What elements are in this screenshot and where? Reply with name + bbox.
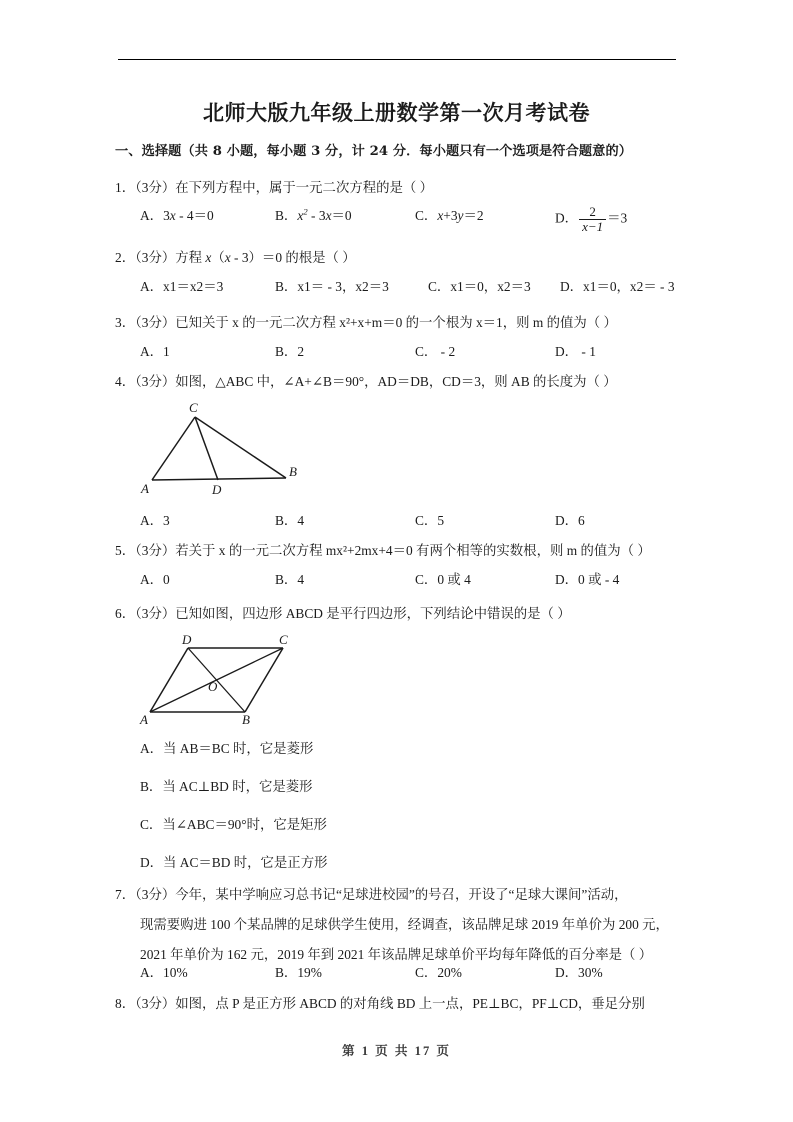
question-3-options [140, 341, 700, 361]
parallelogram-vertex-label-d: D [182, 634, 192, 647]
option-5-d[interactable]: D．0 或 - 4 [555, 572, 620, 587]
parallelogram-vertex-label-c: C [279, 634, 288, 647]
option-3-c[interactable]: C． - 2 [415, 344, 456, 359]
option-4-a[interactable]: A．3 [140, 513, 170, 528]
option-5-a[interactable]: A．0 [140, 572, 170, 587]
option-7-a[interactable]: A．10% [140, 965, 188, 980]
option-6-a[interactable]: A．当 AB＝BC 时，它是菱形 [140, 741, 314, 756]
option-5-c[interactable]: C．0 或 4 [415, 572, 471, 587]
option-4-b[interactable]: B．4 [275, 513, 305, 528]
triangle-figure-q4 [138, 398, 308, 498]
question-2-options [140, 276, 700, 296]
triangle-vertex-label-d: D [212, 482, 222, 497]
option-7-d[interactable]: D．30% [555, 965, 603, 980]
question-5-stem: 5．（3分）若关于 x 的一元二次方程 mx²+2mx+4＝0 有两个相等的实数根，则 m 的值为（ ） [115, 543, 651, 558]
header-rule [118, 59, 676, 60]
question-1-options [140, 204, 700, 235]
option-1-a[interactable]: A．3x - 4＝0 [140, 208, 214, 223]
question-5-options [140, 569, 700, 589]
question-1-stem: 1．（3分）在下列方程中，属于一元二次方程的是（ ） [115, 180, 434, 195]
triangle-vertex-label-b: B [289, 464, 297, 479]
option-1-d[interactable]: D． $\frac{2}{x-1}$ ＝3 [555, 204, 628, 235]
parallelogram-vertex-label-a: A [140, 712, 148, 726]
question-3-stem: 3．（3分）已知关于 x 的一元二次方程 x²+x+m＝0 的一个根为 x＝1，则 m 的值为（ ） [115, 315, 617, 330]
option-6-c[interactable]: C．当∠ABC＝90°时，它是矩形 [140, 817, 327, 832]
option-6-d[interactable]: D．当 AC＝BD 时，它是正方形 [140, 855, 328, 870]
option-2-b[interactable]: B．x1＝ - 3，x2＝3 [275, 279, 389, 294]
option-1-b[interactable]: B．$x^2 - 3x=0$ [275, 206, 352, 223]
option-2-c[interactable]: C．x1＝0，x2＝3 [428, 279, 531, 294]
triangle-vertex-label-a: A [141, 481, 149, 496]
question-7-options [140, 962, 700, 982]
question-8-stem: 8．（3分）如图，点 P 是正方形 ABCD 的对角线 BD 上一点，PE⊥BC，PF⊥CD，垂足分别 [115, 996, 645, 1011]
question-4-options [140, 510, 700, 530]
triangle-vertex-label-c: C [189, 400, 198, 415]
parallelogram-figure-q6 [138, 634, 308, 726]
option-4-c[interactable]: C．5 [415, 513, 445, 528]
option-3-b[interactable]: B．2 [275, 344, 305, 359]
option-5-b[interactable]: B．4 [275, 572, 305, 587]
question-2-stem: 2．（3分）方程 x（x - 3）＝0 的根是（ ） [115, 250, 356, 265]
question-7-stem: 7．（3分）今年，某中学响应习总书记“足球进校园”的号召，开设了“足球大课间”活动， 现需要购进 100 个某品牌的足球供学生使用，经调查，该品牌足球 2019 年单价为 200 元， 2021 年单价为 162 元，2019 年到 2021 年该品牌足球单价平均每年降低的百分率是（ ） [115, 887, 669, 962]
option-3-a[interactable]: A．1 [140, 344, 170, 359]
parallelogram-vertex-label-b: B [242, 712, 250, 726]
option-7-b[interactable]: B．19% [275, 965, 322, 980]
option-4-d[interactable]: D．6 [555, 513, 585, 528]
page-footer: 第 1 页 共 17 页 [341, 1044, 451, 1058]
fraction-2-over-x-minus-1: $\frac{2}{x-1}$ [579, 205, 606, 234]
option-2-d[interactable]: D．x1＝0，x2＝ - 3 [560, 279, 675, 294]
parallelogram-center-label-o: O [208, 679, 218, 694]
option-7-c[interactable]: C．20% [415, 965, 462, 980]
option-3-d[interactable]: D． - 1 [555, 344, 596, 359]
option-6-b[interactable]: B．当 AC⊥BD 时，它是菱形 [140, 779, 313, 794]
option-1-c[interactable]: C．x+3y＝2 [415, 208, 484, 223]
question-4-stem: 4．（3分）如图，△ABC 中，∠A+∠B＝90°，AD＝DB，CD＝3，则 AB 的长度为（ ） [115, 374, 617, 389]
page-title: 北师大版九年级上册数学第一次月考试卷 [203, 100, 590, 125]
question-6-stem: 6．（3分）已知如图，四边形 ABCD 是平行四边形，下列结论中错误的是（ ） [115, 606, 571, 621]
option-2-a[interactable]: A．x1＝x2＝3 [140, 279, 224, 294]
section-heading: 一、选择题（共 8 小题，每小题 3 分，计 24 分．每小题只有一个选项是符合题意的） [115, 144, 633, 159]
